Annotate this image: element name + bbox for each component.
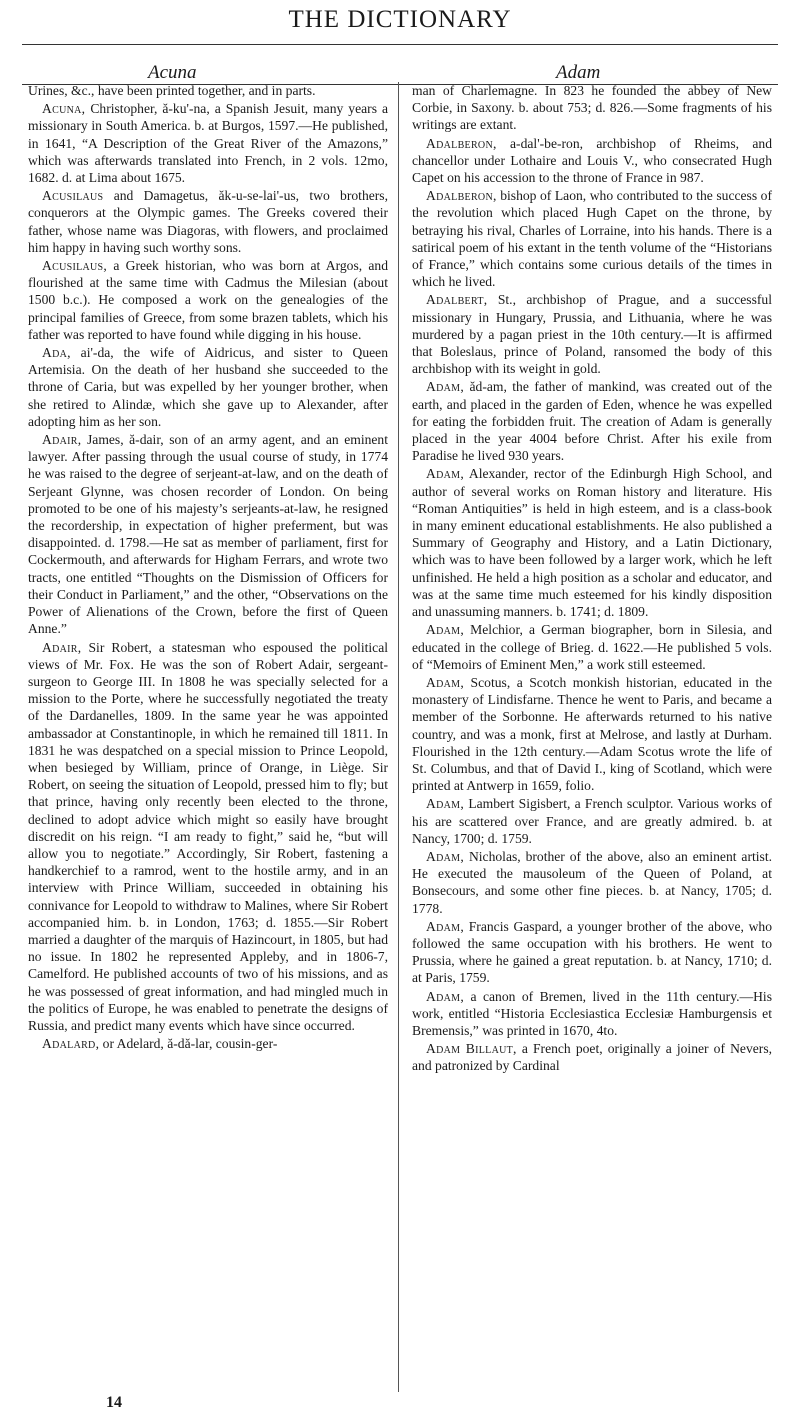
entry-headword: Acuna, [42,101,86,117]
page-number: 14 [106,1394,122,1411]
entry-text: Lambert Sigisbert, a French sculptor. Various works of his are scattered over France, and are greatly admired. b. at Nancy, 1700; d. 1759. [412,796,772,846]
entry-headword: Adair, [42,432,82,448]
entry-text: Alexander, rector of the Edinburgh High School, and author of several works on Roman history and literature. His “Roman Antiquities” is held in high esteem, and is a class-book in many eminent educational establishments. He also published a Summary of Geography and History, and a Latin Dictionary, which was to have been followed by a larger work, which he left unfinished. He held a high position as a scholar and educator, and was at the same time much esteemed for his kindly disposition and unassuming manners. b. 1741; d. 1809. [412,466,772,620]
entry-text: Nicholas, brother of the above, also an eminent artist. He executed the mausoleum of the Queen of Poland, at Bonsecours, and some other fine pieces. b. at Nancy, 1705; d. 1778. [412,848,772,916]
entry-headword: Adalbert, [426,292,488,308]
dictionary-entry [412,378,772,464]
dictionary-entry [412,988,772,1040]
dictionary-entry [28,187,388,256]
dictionary-entry [412,1040,772,1074]
dictionary-entry [412,795,772,847]
header-rule [22,44,778,45]
dictionary-entry [28,257,388,343]
entry-headword: Adam, [426,466,465,482]
dictionary-entry [412,187,772,290]
dictionary-entry [28,1035,388,1052]
entry-headword: Adalard, [42,1036,100,1052]
entry-text: a Greek historian, who was born at Argos, and flourished at the same time with Cadmus the Milesian (about 1500 b.c.). He composed a work on the genealogies of the principal families of Greece, from some brazen tablets, which his father was reported to have found while digging in his house. [28,258,388,342]
dictionary-entry [28,100,388,186]
entry-text: James, ă-dair, son of an army agent, and an eminent lawyer. After passing through the usual course of study, in 1774 he was raised to the degree of serjeant-at-law, and on the death of Serjeant Glynne, was chosen recorder of London. On being promoted to be one of his majesty’s serjeants-at-law, he resigned the recordership, in expectation of higher preferment, but was disappointed. d. 1798.—He sat as member of parliament, first for Cockermouth, and afterwards for Higham Ferrars, and wrote two tracts, one entitled “Thoughts on the Dismission of Officers for their Conduct in Parliament,” and the other, “Observations on the Power of Alienations of the Crown, before the first of Queen Anne.” [28,432,388,637]
entry-text: a French poet, originally a joiner of Nevers, and patronized by Cardinal [412,1041,773,1074]
entry-text: or Adelard, ă-dă-lar, cousin-ger- [99,1036,278,1052]
entry-headword: Adam, [426,918,465,934]
entry-headword: Adalberon, [426,188,497,204]
dictionary-entry [412,291,772,377]
dictionary-entry [28,344,388,430]
entry-headword: Adam, [426,379,465,395]
entry-text: Scotus, a Scotch monkish historian, educated in the monastery of Lindisfarne. Thence he went to Paris, and became a member of the Sorbonne. He afterwards returned to his native country, and was a monk, first at Melrose, and lastly at Durham. Flourished in the 12th century.—Adam Scotus wrote the life of St. Columbus, and that of David I., king of Scotland, which were printed at Antwerp in 1659, folio. [412,674,772,794]
dictionary-entry [28,639,388,1035]
entry-headword: Adam Billaut, [426,1041,517,1057]
entry-text: and Damagetus, ăk-u-se-lai'-us, two brothers, conquerors at the Olympic games. The Greeks covered their father, whose name was Diagoras, with flowers, and proclaimed him happy in having such worthy sons. [28,188,388,255]
dictionary-entry [28,82,388,99]
entry-text: bishop of Laon, who contributed to the success of the revolution which placed Hugh Capet on the throne, by betraying his rival, Charles of Lorraine, into his hands. There is a satirical poem of his extant in the tenth volume of the “Historians of France,” which contains some curious details of the times in which he lived. [412,188,772,290]
entry-text: Christopher, ă-ku'-na, a Spanish Jesuit, many years a missionary in South America. b. at Burgos, 1597.—He published, in 1641, “A Description of the Great River of the Amazons,” which was afterwards translated into French, in 2 vols. 12mo, 1682. d. at Lima about 1675. [28,101,388,186]
dictionary-entry [412,848,772,917]
entry-headword: Acusilaus [42,188,104,204]
entry-headword: Adam, [426,622,465,638]
entry-text: a-dal'-be-ron, archbishop of Rheims, and chancellor under Lothaire and Louis V., who consecrated Hugh Capet on his accession to the throne of France in 987. [412,135,772,186]
dictionary-entry [412,82,772,134]
entry-headword: Adam, [426,848,465,864]
dictionary-entry [412,674,772,794]
right-column [412,82,772,1076]
entry-text: Melchior, a German biographer, born in Silesia, and educated in the college of Brieg. d. 1622.—He published 5 vols. of “Memoirs of Eminent Men,” a work still esteemed. [412,622,772,672]
column-divider [398,82,399,1392]
right-guide-word: Adam [556,62,601,83]
entry-text: man of Charlemagne. In 823 he founded the abbey of New Corbie, in Saxony. b. about 753; d. 826.—Some fragments of his writings are extant. [412,83,772,133]
dictionary-entry [412,621,772,673]
entry-text: St., archbishop of Prague, and a successful missionary in Hungary, Prussia, and Lithuania, where he was murdered by a pagan priest in the 10th century.—It is affirmed that Boleslaus, prince of Poland, ransomed the body of this archbishop with its weight in gold. [412,292,772,377]
dictionary-entry [412,465,772,620]
entry-headword: Adam, [426,796,465,812]
entry-text: ai'-da, the wife of Aidricus, and sister to Queen Artemisia. On the death of her husband she succeeded to the throne of Caria, but was expelled by her younger brother, when she retired to Alindæ, which she gave up to Alexander, after adopting him as her son. [28,345,388,429]
entry-headword: Adalberon, [426,135,497,151]
entry-headword: Adam, [426,674,465,690]
running-title: THE DICTIONARY [288,6,512,33]
dictionary-entry [412,918,772,987]
entry-headword: Ada, [42,345,71,361]
entry-text: Sir Robert, a statesman who espoused the political views of Mr. Fox. He was the son of Robert Adair, sergeant-surgeon to George III. In 1808 he was specially selected for a mission to the Porte, where he successfully negotiated the treaty of the Dardanelles, 1809. In the same year he was appointed ambassador at Constantinople, in which he remained till 1811. In 1831 he was despatched on a special mission to Prince Leopold, when besieged by William, prince of Orange, in Liège. Sir Robert, on seeing the situation of Leopold, pressed him to fly; but that prince, having only recently been elected to the throne, declined to adopt advice which might so easily have brought discredit on his reign. “I am ready to fight,” said he, “but will allow you to negotiate.” Accordingly, Sir Robert, fastening a handkerchief to a ramrod, went to the hostile army, and in an interview with Prince William, succeeded in obtaining his connivance for Leopold to withdraw to Malines, where Sir Robert accompanied him. b. in London, 1763; d. 1855.—Sir Robert married a daughter of the marquis of Hazincourt, in 1805, but had no issue. In 1802 he represented Appleby, and in 1806-7, Camelford. He published accounts of two of his missions, and as he was possessed of great information, and had mingled much in the politics of Europe, he was enabled to penetrate the designs of Russia, and predict many events which have since occurred. [28,639,388,1033]
entry-headword: Acusilaus, [42,258,108,274]
dictionary-entry [28,431,388,637]
entry-text: Francis Gaspard, a younger brother of the above, who followed the same occupation with his brothers. He went to Prussia, where he gained a great reputation. b. at Nancy, 1710; d. at Paris, 1759. [412,918,772,986]
left-column [28,82,388,1053]
entry-headword: Adair, [42,639,82,655]
entry-headword: Adam, [426,988,465,1004]
entry-text: ăd-am, the father of mankind, was created out of the earth, and placed in the garden of Eden, whence he was expelled for eating the forbidden fruit. The creation of Adam is generally placed in the year 4004 before Christ. After his exile from Paradise he lived 930 years. [412,379,772,464]
dictionary-entry [412,135,772,187]
entry-text: Urines, &c., have been printed together, and in parts. [28,83,316,98]
entry-text: a canon of Bremen, lived in the 11th century.—His work, entitled “Historia Ecclesiastica Ecclesiæ Hamburgensis et Bremensis,” was printed in 1670, 4to. [412,988,772,1038]
left-guide-word: Acuna [148,62,197,83]
